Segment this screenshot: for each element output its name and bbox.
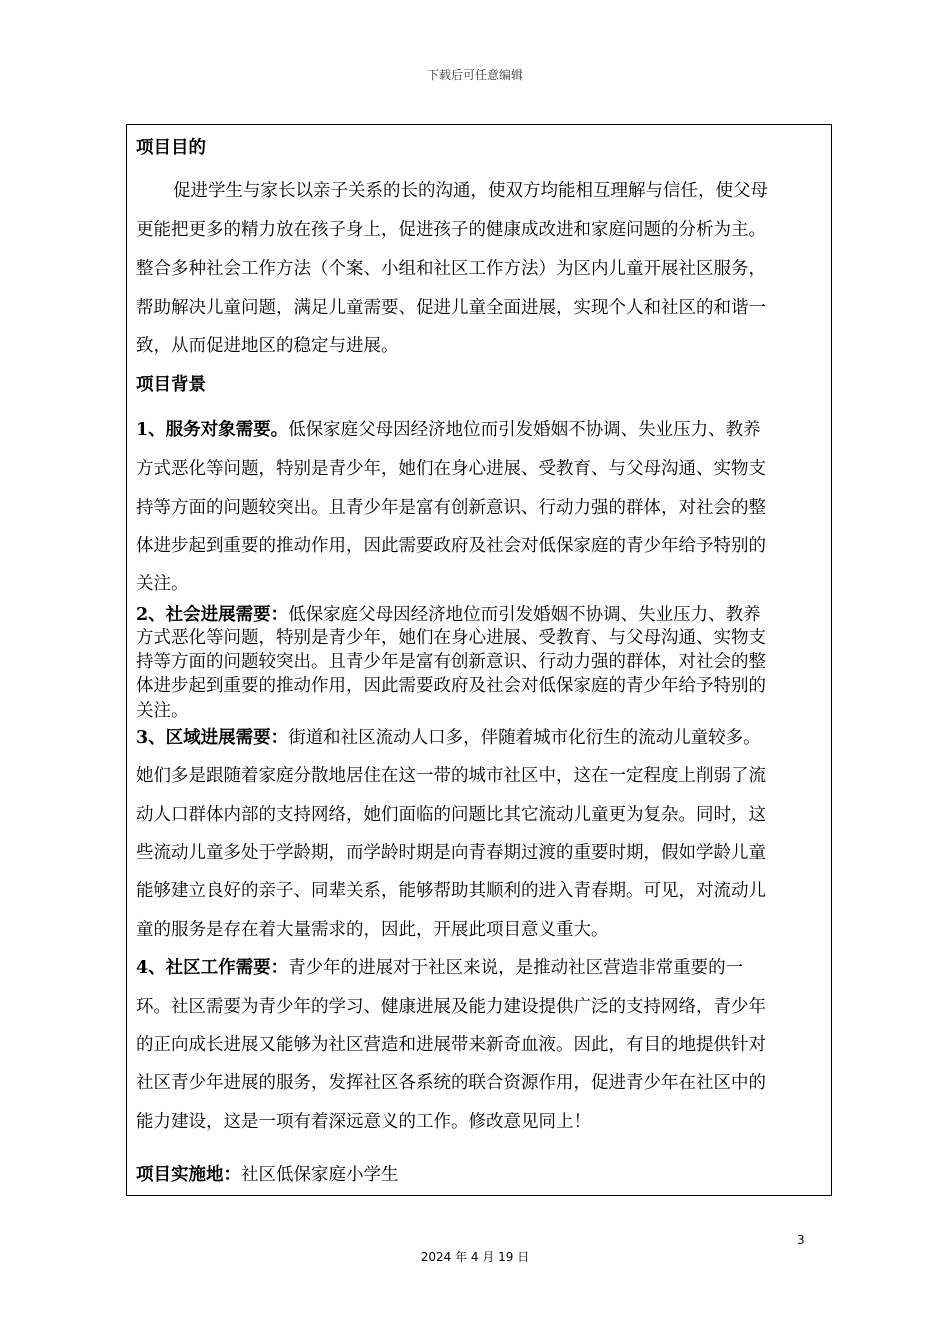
background-line: 体进步起到重要的推动作用，因此需要政府及社会对低保家庭的青少年给予特别的 [136, 676, 766, 696]
background-line: 能力建设，这是一项有着深远意义的工作。修改意见同上！ [136, 1112, 591, 1132]
page-header: 下载后可任意编辑 [426, 68, 523, 82]
item-text: 低保家庭父母因经济地位而引发婚姻不协调、失业压力、教养 [288, 420, 761, 440]
background-line: 她们多是跟随着家庭分散地居住在这一带的城市社区中，这在一定程度上削弱了流 [136, 766, 766, 786]
background-line: 些流动儿童多处于学龄期，而学龄时期是向青春期过渡的重要时期，假如学龄儿童 [136, 843, 766, 863]
item-text: 低保家庭父母因经济地位而引发婚姻不协调、失业压力、教养 [288, 605, 761, 625]
item-heading: 4、社区工作需要： [136, 958, 289, 978]
page-number: 3 [797, 1233, 805, 1247]
background-item-1 [136, 419, 761, 441]
purpose-line: 促进学生与家长以亲子关系的长的沟通，使双方均能相互理解与信任，使父母 [173, 181, 768, 201]
item-text: 青少年的进展对于社区来说，是推动社区营造非常重要的一 [288, 958, 744, 978]
purpose-line: 更能把更多的精力放在孩子身上，促进孩子的健康成改进和家庭问题的分析为主。 [136, 220, 766, 240]
background-line: 持等方面的问题较突出。且青少年是富有创新意识、行动力强的群体，对社会的整 [136, 498, 766, 518]
section-title-background: 项目背景 [136, 375, 206, 395]
background-line: 环。社区需要为青少年的学习、健康进展及能力建设提供广泛的支持网络，青少年 [136, 997, 766, 1017]
location-value: 社区低保家庭小学生 [241, 1165, 399, 1185]
background-line: 关注。 [136, 701, 189, 721]
purpose-line: 整合多种社会工作方法（个案、小组和社区工作方法）为区内儿童开展社区服务， [136, 259, 766, 279]
background-line: 方式恶化等问题，特别是青少年，她们在身心进展、受教育、与父母沟通、实物支 [136, 628, 766, 648]
background-line: 持等方面的问题较突出。且青少年是富有创新意识、行动力强的群体，对社会的整 [136, 652, 766, 672]
background-line: 的正向成长进展又能够为社区营造和进展带来新奇血液。因此，有目的地提供针对 [136, 1035, 766, 1055]
background-item-2 [136, 604, 761, 626]
background-item-3 [136, 727, 761, 749]
item-heading: 2、社会进展需要： [136, 605, 289, 625]
background-line: 童的服务是存在着大量需求的，因此，开展此项目意义重大。 [136, 920, 609, 940]
background-line: 关注。 [136, 574, 189, 594]
background-item-4 [136, 957, 743, 979]
item-text: 街道和社区流动人口多，伴随着城市化衍生的流动儿童较多。 [288, 728, 761, 748]
content-box [126, 124, 832, 1196]
background-line: 方式恶化等问题，特别是青少年，她们在身心进展、受教育、与父母沟通、实物支 [136, 459, 766, 479]
project-location [136, 1164, 399, 1186]
section-title-purpose: 项目目的 [136, 138, 206, 158]
item-heading: 1、服务对象需要。 [136, 420, 289, 440]
background-line: 动人口群体内部的支持网络，她们面临的问题比其它流动儿童更为复杂。同时，这 [136, 805, 766, 825]
background-line: 体进步起到重要的推动作用，因此需要政府及社会对低保家庭的青少年给予特别的 [136, 536, 766, 556]
footer-date: 2024 年 4 月 19 日 [420, 1250, 530, 1264]
location-label: 项目实施地： [136, 1165, 241, 1185]
background-line: 社区青少年进展的服务，发挥社区各系统的联合资源作用，促进青少年在社区中的 [136, 1073, 766, 1093]
background-line: 能够建立良好的亲子、同辈关系，能够帮助其顺利的进入青春期。可见，对流动儿 [136, 881, 766, 901]
item-heading: 3、区域进展需要： [136, 728, 289, 748]
purpose-line: 帮助解决儿童问题，满足儿童需要、促进儿童全面进展，实现个人和社区的和谐一 [136, 298, 766, 318]
purpose-line: 致，从而促进地区的稳定与进展。 [136, 336, 399, 356]
